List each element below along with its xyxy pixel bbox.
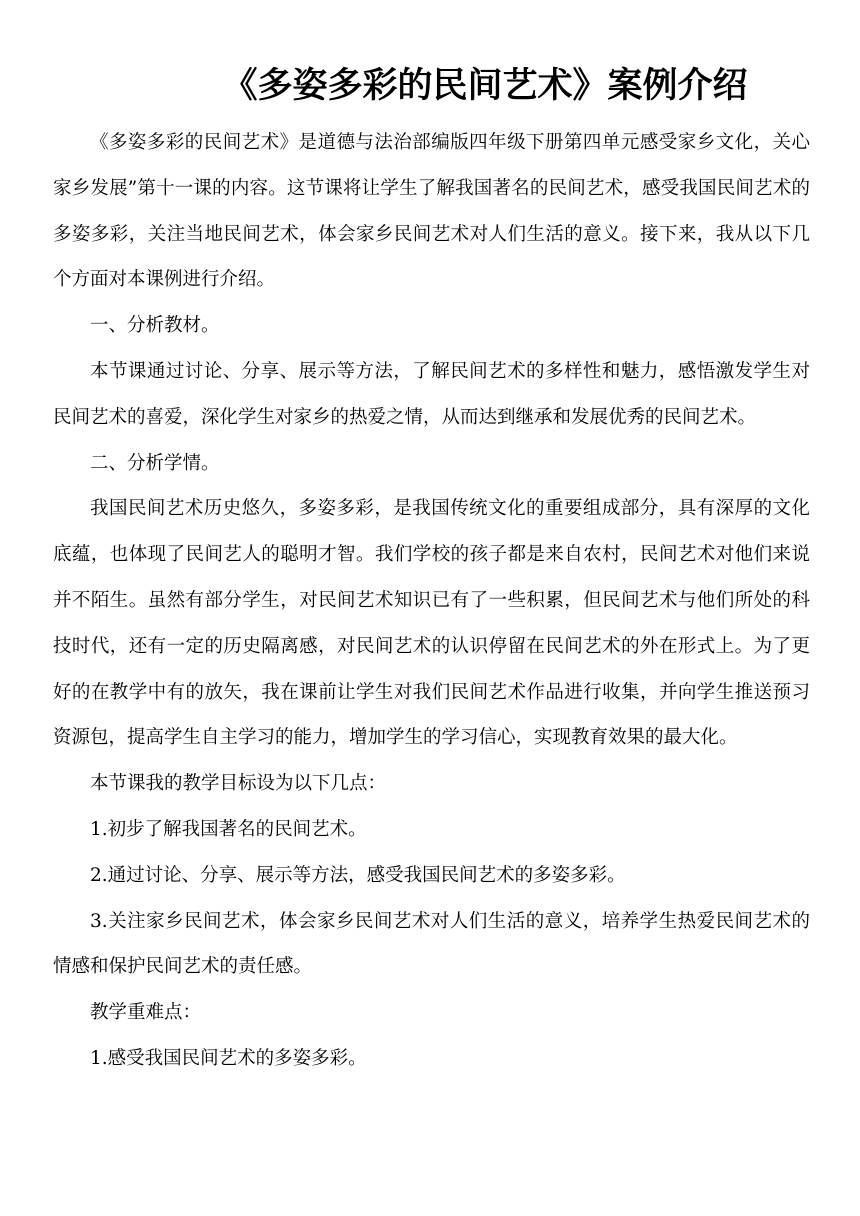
objective-item-2: 2.通过讨论、分享、展示等方法，感受我国民间艺术的多姿多彩。 <box>90 864 626 886</box>
key-points-heading: 教学重难点： <box>90 1002 202 1024</box>
paragraph-objectives-intro: 本节课我的教学目标设为以下几点： <box>90 773 387 795</box>
document-title: 《多姿多彩的民间艺术》案例介绍 <box>222 66 748 106</box>
objective-item-1: 1.初步了解我国著名的民间艺术。 <box>90 818 367 840</box>
paragraph-intro: 《多姿多彩的民间艺术》是道德与法治部编版四年级下册第四单元感受家乡文化，关心家乡发展”第十一课的内容。这节课将让学生了解我国著名的民间艺术，感受我国民间艺术的多姿多彩，关注当地民间艺术，体会家乡民间艺术对人们生活的意义。接下来，我从以下几个方面对本课例进行介绍。 <box>53 132 810 291</box>
paragraph-students: 我国民间艺术历史悠久，多姿多彩，是我国传统文化的重要组成部分，具有深厚的文化底蕴，也体现了民间艺人的聪明才智。我们学校的孩子都是来自农村，民间艺术对他们来说并不陌生。虽然有部分学生，对民间艺术知识已有了一些积累，但民间艺术与他们所处的科技时代，还有一定的历史隔离感，对民间艺术的认识停留在民间艺术的外在形式上。为了更好的在教学中有的放矢，我在课前让学生对我们民间艺术作品进行收集，并向学生推送预习资源包，提高学生自主学习的能力，增加学生的学习信心，实现教育效果的最大化。 <box>53 498 810 749</box>
paragraph-textbook: 本节课通过讨论、分享、展示等方法，了解民间艺术的多样性和魅力，感悟激发学生对民间艺术的喜爱，深化学生对家乡的热爱之情，从而达到继承和发展优秀的民间艺术。 <box>53 360 810 428</box>
key-point-item-1: 1.感受我国民间艺术的多姿多彩。 <box>90 1047 367 1069</box>
section-heading-textbook: 一、分析教材。 <box>90 315 220 337</box>
document-body <box>53 120 810 1082</box>
objective-item-3: 3.关注家乡民间艺术，体会家乡民间艺术对人们生活的意义，培养学生热爱民间艺术的情感和保护民间艺术的责任感。 <box>53 910 810 978</box>
section-heading-students: 二、分析学情。 <box>90 452 220 474</box>
